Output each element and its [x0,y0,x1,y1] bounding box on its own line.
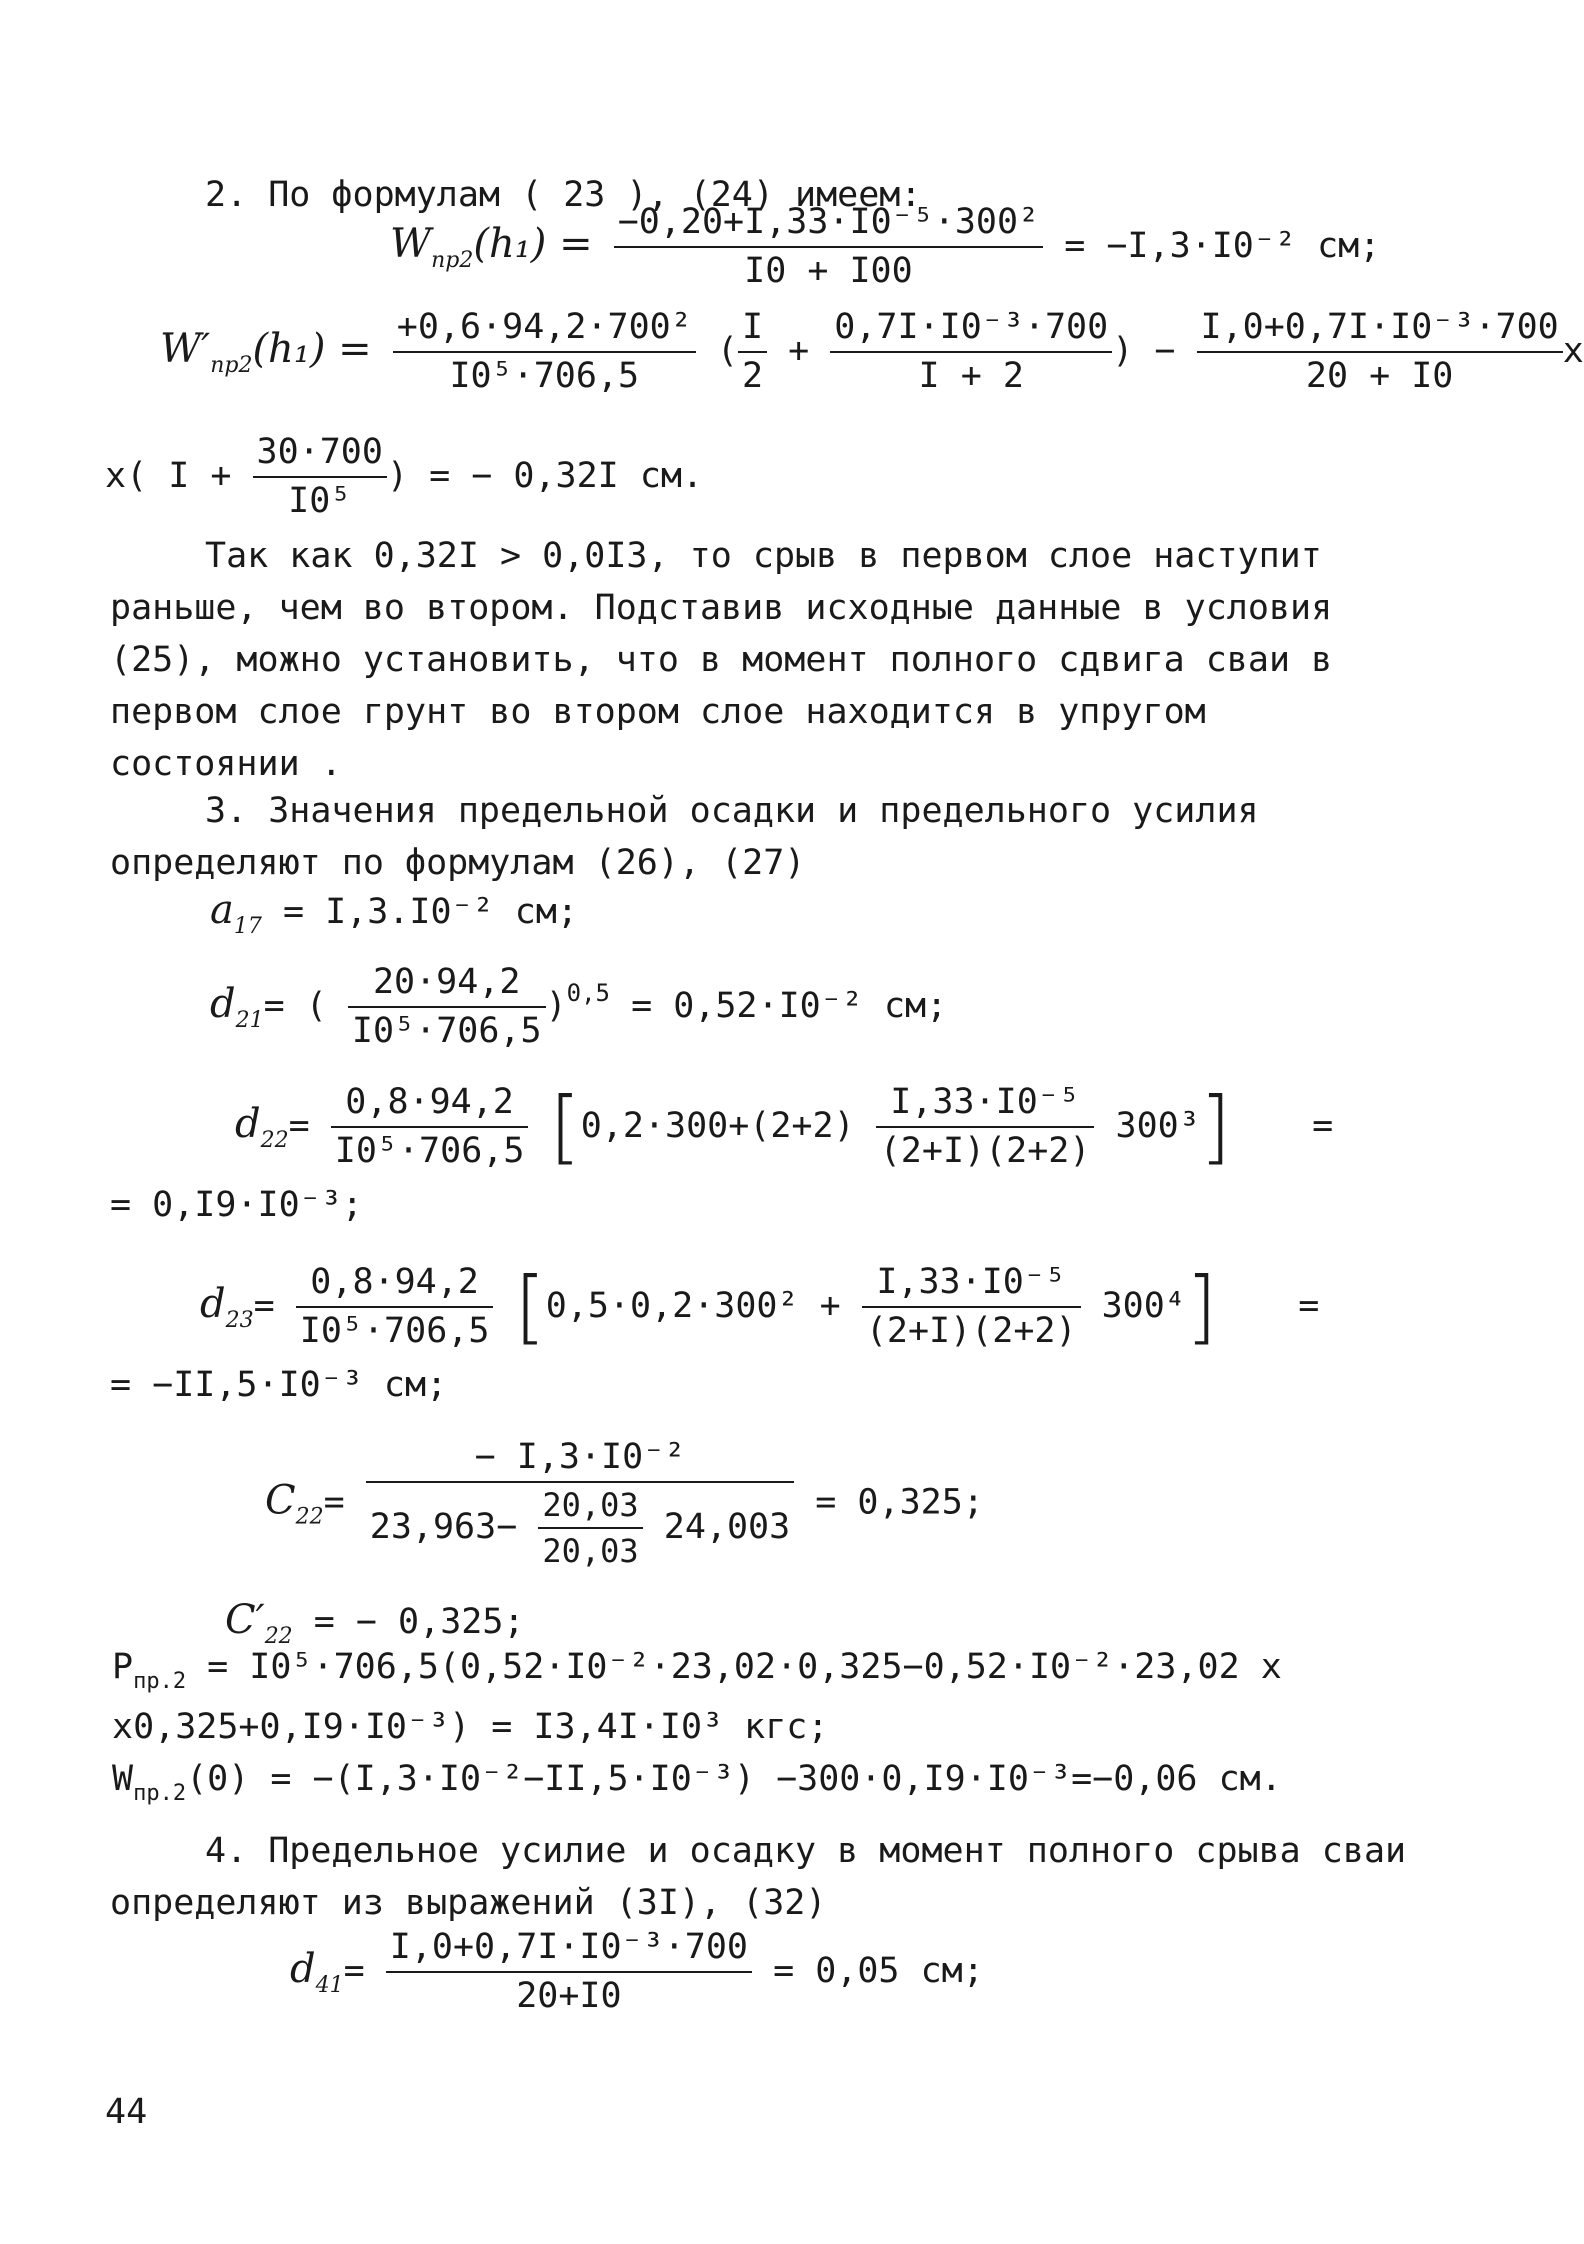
formula-lhs: W [112,1759,134,1799]
formula-p-pr2 [112,1647,1282,1694]
formula-result: (0) = −(I,3·I0⁻²−II,5·I0⁻³) −300·0,I9·I0⁻³=−0,06 см. [186,1759,1282,1799]
denominator: 2 [741,356,764,396]
formula-lhs: a [210,887,234,933]
denominator [366,1483,794,1570]
formula-result: ) = − 0,32I см. [386,456,704,496]
fraction [830,307,1112,396]
numerator: 0,8·94,2 [331,1085,529,1128]
numerator: 20,03 [538,1489,642,1529]
denominator: I + 2 [918,356,1024,396]
paren-open: ( [716,331,738,371]
formula-w-pr2 [390,202,1381,291]
formula-d23-result: = −II,5·I0⁻³ см; [110,1365,448,1405]
denominator: 20+I0 [516,1976,622,2016]
paren-close: ) [1112,331,1134,371]
denominator: I0⁵ [288,481,352,521]
formula-subscript: 22 [295,1504,324,1530]
fraction [386,1927,752,2016]
formula-lead: x( I + [105,456,232,496]
formula-lhs: d [200,1281,226,1327]
fraction [876,1082,1095,1171]
formula-subscript: пр2 [431,248,474,273]
formula-p-pr2-line2: x0,325+0,I9·I0⁻³) = I3,4I·I0³ кгс; [112,1707,829,1747]
numerator: I,0+0,7I·I0⁻³·700 [1197,310,1563,353]
formula-result: = 0,325; [815,1482,984,1523]
plus-sign: + [788,331,810,371]
denominator: 20,03 [542,1532,639,1570]
denominator: I0⁵·706,5 [351,1011,542,1051]
equals-sign: = [253,1286,275,1326]
formula-lhs: W [390,221,432,267]
formula-lead: = ( [263,986,327,1026]
formula-subscript: пр.2 [133,1669,187,1694]
bracket-content: 0,2·300+(2+2) [580,1106,855,1146]
bracket-content-tail: 300⁴ [1101,1286,1186,1326]
formula-w-prime-pr2 [160,307,1584,396]
numerator: − I,3·I0⁻² [366,1440,794,1483]
formula-d22 [235,1080,1334,1173]
numerator: +0,6·94,2·700² [393,310,696,353]
bracket-content: 0,5·0,2·300² + [545,1286,841,1326]
numerator: 0,8·94,2 [296,1265,494,1308]
page-number: 44 [105,2092,148,2132]
formula-d23 [200,1260,1320,1353]
bracket-open: [ [549,1080,581,1173]
formula-lhs: d [210,981,236,1027]
fraction [738,307,767,396]
formula-result: = − 0,325; [313,1602,525,1642]
denominator: I0 + I00 [744,251,913,291]
intro-line: 2. По формулам ( 23 ), (24) имеем: [205,175,922,215]
denominator: I0⁵·706,5 [299,1311,490,1351]
denominator: (2+I)(2+2) [879,1131,1091,1171]
paragraph-4: 4. Предельное усилие и осадку в момент полного срыва сваи определяют из выражений (3I), (32) [110,1831,1407,1923]
numerator: 0,7I·I0⁻³·700 [830,310,1112,353]
formula-d21 [210,962,948,1051]
paragraph-2: Так как 0,32I > 0,0I3, то срыв в первом слое наступит раньше, чем во втором. Подставив исходные данные в условия (25), можно установить, что в момент полного сдвига сваи в первом слое грунт во втором слое находится в упругом состоянии . [110,536,1333,784]
formula-lhs: C′ [225,1597,265,1643]
equals-sign: = [323,1482,345,1523]
fraction [1197,307,1563,396]
formula-result: = 0,52·I0⁻² см; [631,986,948,1026]
formula-lhs: W′ [160,326,211,372]
formula-argument: (h₁) = [473,221,593,267]
formula-continuation [105,432,704,521]
formula-a17 [210,887,578,939]
denominator-tail: 24,003 [663,1507,791,1547]
fraction [614,202,1043,291]
equals-sign: = [1312,1106,1334,1146]
formula-subscript: 21 [235,1008,264,1033]
formula-subscript: 41 [315,1973,344,1998]
formula-c22-prime [225,1597,525,1649]
bracket-open: [ [514,1260,546,1353]
formula-subscript: 17 [233,914,262,939]
numerator: I,0+0,7I·I0⁻³·700 [386,1930,752,1973]
fraction [538,1486,642,1570]
numerator: I,33·I0⁻⁵ [876,1085,1095,1128]
paren-close: ) [545,986,567,1026]
formula-lhs: d [235,1101,261,1147]
formula-result: = 0,05 см; [773,1951,984,1991]
formula-result: = −I,3·I0⁻² см; [1064,226,1381,266]
formula-lhs: C [265,1477,296,1524]
numerator: −0,20+I,33·I0⁻⁵·300² [614,205,1043,248]
formula-c22 [265,1437,984,1570]
exponent: 0,5 [566,979,610,1007]
fraction [348,962,546,1051]
formula-argument: (h₁) = [252,326,372,372]
formula-d41 [290,1927,984,2016]
equals-sign: = [1298,1286,1320,1326]
equals-sign: = [343,1951,365,1991]
formula-subscript: 23 [225,1308,254,1333]
denominator: I0⁵·706,5 [449,356,640,396]
formula-w-pr2-zero [112,1759,1282,1806]
fraction [253,432,387,521]
fraction [331,1082,529,1171]
formula-line-1: = I0⁵·706,5(0,52·I0⁻²·23,02·0,325−0,52·I0⁻²·23,02 x [207,1647,1282,1687]
minus-sign: − [1154,331,1176,371]
denominator-lead: 23,963− [369,1507,518,1547]
fraction [296,1262,494,1351]
continuation-mark: x [1562,331,1584,371]
formula-subscript: 22 [260,1128,289,1153]
denominator: (2+I)(2+2) [865,1311,1077,1351]
fraction [393,307,696,396]
numerator: I,33·I0⁻⁵ [862,1265,1081,1308]
formula-result: = I,3.I0⁻² см; [282,892,578,932]
paragraph-3: 3. Значения предельной осадки и предельного усилия определяют по формулам (26), (27) [110,791,1259,883]
bracket-content-tail: 300³ [1115,1106,1200,1146]
formula-d22-result: = 0,I9·I0⁻³; [110,1185,363,1225]
formula-lhs: d [290,1946,316,1992]
formula-subscript: пр.2 [133,1781,187,1806]
fraction [862,1262,1081,1351]
numerator: I [738,310,767,353]
numerator: 30·700 [253,435,387,478]
fraction [366,1437,794,1570]
denominator: I0⁵·706,5 [334,1131,525,1171]
bracket-close: ] [1199,1080,1232,1173]
equals-sign: = [288,1106,310,1146]
denominator: 20 + I0 [1305,356,1454,396]
formula-subscript: пр2 [210,353,253,378]
numerator: 20·94,2 [348,965,546,1008]
bracket-close: ] [1185,1260,1218,1353]
formula-lhs: P [112,1647,134,1687]
formula-subscript: 22 [264,1624,293,1649]
